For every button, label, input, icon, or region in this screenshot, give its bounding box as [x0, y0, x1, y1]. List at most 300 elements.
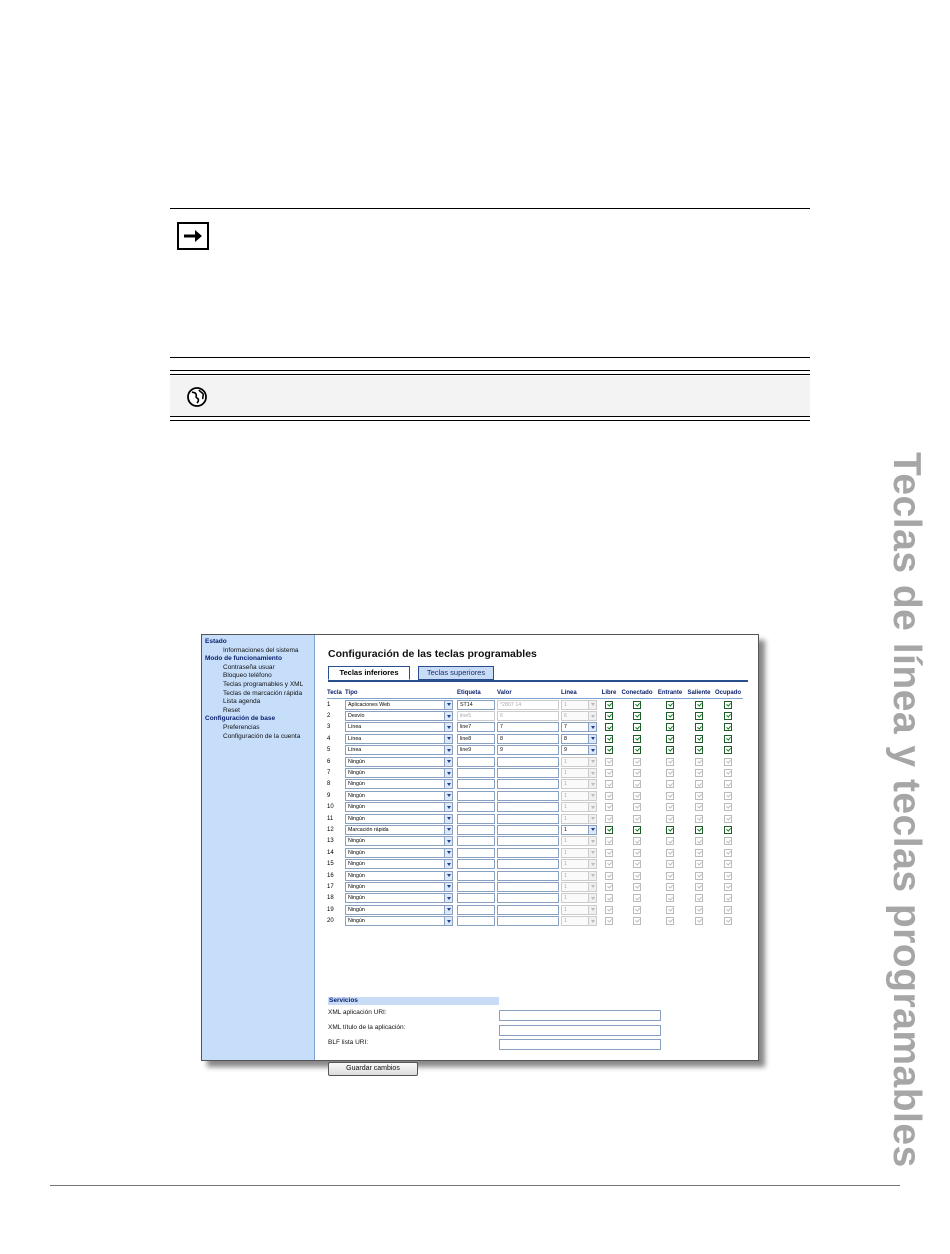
line-select-value: 9 — [564, 747, 567, 754]
sidebar-item[interactable]: Contraseña usuar — [223, 663, 275, 671]
state-checkbox-conectado[interactable] — [633, 883, 641, 891]
state-checkbox-conectado[interactable] — [633, 917, 641, 925]
state-checkbox-conectado[interactable] — [633, 906, 641, 914]
line-select[interactable] — [561, 836, 597, 846]
value-input[interactable] — [497, 848, 559, 858]
line-select-value: 1 — [564, 918, 567, 925]
state-checkbox-libre[interactable] — [605, 815, 613, 823]
type-select[interactable] — [345, 859, 453, 869]
line-select[interactable] — [561, 700, 597, 710]
softkey-row — [327, 858, 743, 869]
line-select[interactable] — [561, 905, 597, 915]
label-input[interactable] — [457, 757, 495, 767]
sidebar-item[interactable]: Teclas programables y XML — [223, 680, 304, 688]
value-input[interactable]: 7 — [497, 722, 559, 732]
softkey-row — [327, 824, 743, 835]
chevron-down-icon — [444, 769, 452, 777]
state-checkbox-entrante[interactable] — [666, 826, 674, 834]
value-input[interactable] — [497, 893, 559, 903]
softkey-row — [327, 813, 743, 824]
state-checkbox-conectado[interactable] — [633, 780, 641, 788]
tab-teclas-inferiores[interactable]: Teclas inferiores — [328, 666, 410, 680]
state-checkbox-libre[interactable] — [605, 803, 613, 811]
label-input[interactable] — [457, 802, 495, 812]
type-select-value: Ningún — [348, 906, 365, 913]
state-checkbox-saliente[interactable] — [695, 723, 703, 731]
state-checkbox-saliente[interactable] — [695, 803, 703, 811]
chevron-down-icon — [444, 792, 452, 800]
state-checkbox-entrante[interactable] — [666, 837, 674, 845]
state-checkbox-entrante[interactable] — [666, 758, 674, 766]
column-header: Ocupado — [713, 688, 743, 699]
column-header: Conectado — [619, 688, 655, 699]
state-checkbox-conectado[interactable] — [633, 872, 641, 880]
chevron-down-icon — [588, 803, 596, 811]
state-checkbox-conectado[interactable] — [633, 803, 641, 811]
type-select-value: Ningún — [348, 883, 365, 890]
save-changes-button[interactable]: Guardar cambios — [328, 1062, 418, 1076]
state-checkbox-libre[interactable] — [605, 735, 613, 743]
label-input[interactable]: line5 — [457, 711, 495, 721]
softkey-row — [327, 847, 743, 858]
chevron-down-icon — [444, 837, 452, 845]
type-select-value: Ningún — [348, 815, 365, 822]
state-checkbox-saliente[interactable] — [695, 746, 703, 754]
state-checkbox-conectado[interactable] — [633, 792, 641, 800]
softkey-row — [327, 733, 743, 744]
globe-top-rule-1 — [170, 370, 810, 371]
line-select[interactable] — [561, 916, 597, 926]
type-select[interactable] — [345, 802, 453, 812]
state-checkbox-ocupado[interactable] — [724, 826, 732, 834]
state-checkbox-conectado[interactable] — [633, 894, 641, 902]
softkey-row — [327, 710, 743, 721]
type-select[interactable] — [345, 768, 453, 778]
type-select[interactable] — [345, 711, 453, 721]
state-checkbox-saliente[interactable] — [695, 917, 703, 925]
line-select[interactable] — [561, 825, 597, 835]
column-header: Entrante — [655, 688, 685, 699]
sidebar-item[interactable]: Preferencias — [223, 723, 260, 731]
key-number: 7 — [327, 770, 331, 777]
chevron-down-icon — [588, 769, 596, 777]
type-select[interactable] — [345, 916, 453, 926]
globe-top-rule-2 — [170, 374, 810, 375]
type-select[interactable] — [345, 791, 453, 801]
chevron-down-icon — [588, 815, 596, 823]
web-ui-sidebar — [202, 635, 315, 1060]
line-select[interactable] — [561, 802, 597, 812]
state-checkbox-entrante[interactable] — [666, 872, 674, 880]
state-checkbox-entrante[interactable] — [666, 815, 674, 823]
state-checkbox-conectado[interactable] — [633, 758, 641, 766]
label-input[interactable]: line8 — [457, 734, 495, 744]
sidebar-section-title: Modo de funcionamiento — [205, 655, 282, 663]
state-checkbox-libre[interactable] — [605, 758, 613, 766]
tab-teclas-superiores[interactable]: Teclas superiores — [418, 666, 494, 680]
state-checkbox-entrante[interactable] — [666, 906, 674, 914]
line-select-value: 6 — [564, 713, 567, 720]
state-checkbox-ocupado[interactable] — [724, 917, 732, 925]
type-select-value: Ningún — [348, 781, 365, 788]
line-select[interactable] — [561, 791, 597, 801]
key-number: 18 — [327, 895, 334, 902]
state-checkbox-saliente[interactable] — [695, 883, 703, 891]
state-checkbox-libre[interactable] — [605, 712, 613, 720]
value-input[interactable] — [497, 825, 559, 835]
state-checkbox-entrante[interactable] — [666, 849, 674, 857]
label-input[interactable] — [457, 768, 495, 778]
line-select[interactable] — [561, 711, 597, 721]
line-select[interactable] — [561, 882, 597, 892]
xml-app-title-input[interactable] — [499, 1025, 661, 1036]
state-checkbox-ocupado[interactable] — [724, 792, 732, 800]
chevron-down-icon — [588, 758, 596, 766]
state-checkbox-ocupado[interactable] — [724, 894, 732, 902]
softkey-row — [327, 893, 743, 904]
state-checkbox-ocupado[interactable] — [724, 701, 732, 709]
state-checkbox-conectado[interactable] — [633, 860, 641, 868]
type-select[interactable] — [345, 882, 453, 892]
label-input[interactable]: ST14 — [457, 700, 495, 710]
type-select-value: Ningún — [348, 758, 365, 765]
line-select[interactable] — [561, 893, 597, 903]
chevron-down-icon — [444, 917, 452, 925]
type-select-value: Ningún — [348, 872, 365, 879]
softkey-row — [327, 790, 743, 801]
line-select-value: 1 — [564, 906, 567, 913]
line-select-value: 1 — [564, 781, 567, 788]
value-input[interactable] — [497, 859, 559, 869]
state-checkbox-libre[interactable] — [605, 792, 613, 800]
state-checkbox-ocupado[interactable] — [724, 712, 732, 720]
state-checkbox-saliente[interactable] — [695, 894, 703, 902]
chevron-down-icon — [588, 860, 596, 868]
state-checkbox-ocupado[interactable] — [724, 883, 732, 891]
state-checkbox-libre[interactable] — [605, 780, 613, 788]
globe-band — [170, 376, 810, 416]
line-select-value: 1 — [564, 826, 567, 833]
state-checkbox-entrante[interactable] — [666, 894, 674, 902]
state-checkbox-ocupado[interactable] — [724, 769, 732, 777]
state-checkbox-conectado[interactable] — [633, 837, 641, 845]
softkey-row — [327, 881, 743, 892]
type-select[interactable] — [345, 722, 453, 732]
key-number: 9 — [327, 792, 331, 799]
type-select[interactable] — [345, 734, 453, 744]
label-input[interactable]: line7 — [457, 722, 495, 732]
type-select-value: Ningún — [348, 792, 365, 799]
state-checkbox-libre[interactable] — [605, 860, 613, 868]
xml-app-uri-label: XML aplicación URI: — [328, 1009, 387, 1016]
state-checkbox-conectado[interactable] — [633, 769, 641, 777]
state-checkbox-saliente[interactable] — [695, 849, 703, 857]
key-number: 13 — [327, 838, 334, 845]
label-input[interactable] — [457, 893, 495, 903]
line-select-value: 7 — [564, 724, 567, 731]
line-select[interactable] — [561, 848, 597, 858]
sidebar-item[interactable]: Lista agenda — [223, 698, 261, 706]
type-select[interactable] — [345, 779, 453, 789]
state-checkbox-ocupado[interactable] — [724, 906, 732, 914]
softkey-row — [327, 699, 743, 711]
softkey-row — [327, 756, 743, 767]
chevron-down-icon — [444, 906, 452, 914]
line-select[interactable] — [561, 757, 597, 767]
state-checkbox-conectado[interactable] — [633, 712, 641, 720]
type-select[interactable] — [345, 757, 453, 767]
type-select[interactable] — [345, 814, 453, 824]
state-checkbox-saliente[interactable] — [695, 712, 703, 720]
line-select-value: 1 — [564, 895, 567, 902]
page-title: Configuración de las teclas programables — [328, 648, 537, 660]
chevron-down-icon — [588, 792, 596, 800]
state-checkbox-ocupado[interactable] — [724, 780, 732, 788]
state-checkbox-ocupado[interactable] — [724, 837, 732, 845]
state-checkbox-saliente[interactable] — [695, 701, 703, 709]
state-checkbox-saliente[interactable] — [695, 780, 703, 788]
type-select-value: Marcación rápida — [348, 826, 389, 833]
state-checkbox-conectado[interactable] — [633, 826, 641, 834]
value-input[interactable]: 9 — [497, 745, 559, 755]
label-input[interactable] — [457, 916, 495, 926]
state-checkbox-libre[interactable] — [605, 906, 613, 914]
label-input[interactable] — [457, 791, 495, 801]
column-header: Libre — [599, 688, 619, 699]
type-select-value: Ningún — [348, 918, 365, 925]
state-checkbox-conectado[interactable] — [633, 735, 641, 743]
state-checkbox-saliente[interactable] — [695, 872, 703, 880]
state-checkbox-libre[interactable] — [605, 894, 613, 902]
label-input[interactable] — [457, 825, 495, 835]
line-select[interactable] — [561, 859, 597, 869]
softkey-row — [327, 802, 743, 813]
chevron-down-icon — [588, 917, 596, 925]
state-checkbox-entrante[interactable] — [666, 860, 674, 868]
chevron-down-icon — [444, 701, 452, 709]
state-checkbox-libre[interactable] — [605, 917, 613, 925]
line-select[interactable] — [561, 745, 597, 755]
state-checkbox-libre[interactable] — [605, 837, 613, 845]
type-select-value: Ningún — [348, 861, 365, 868]
key-number: 15 — [327, 861, 334, 868]
line-select[interactable] — [561, 779, 597, 789]
value-input[interactable] — [497, 882, 559, 892]
type-select[interactable] — [345, 848, 453, 858]
state-checkbox-saliente[interactable] — [695, 769, 703, 777]
sidebar-item[interactable]: Informaciones del sistema — [223, 646, 299, 654]
column-header: Línea — [561, 688, 599, 699]
state-checkbox-libre[interactable] — [605, 769, 613, 777]
type-select[interactable] — [345, 905, 453, 915]
value-input[interactable] — [497, 905, 559, 915]
type-select[interactable] — [345, 871, 453, 881]
state-checkbox-conectado[interactable] — [633, 815, 641, 823]
type-select[interactable] — [345, 745, 453, 755]
state-checkbox-entrante[interactable] — [666, 883, 674, 891]
label-input[interactable] — [457, 871, 495, 881]
tab-underline — [328, 680, 748, 682]
line-select-value: 1 — [564, 883, 567, 890]
label-input[interactable]: line9 — [457, 745, 495, 755]
state-checkbox-conectado[interactable] — [633, 849, 641, 857]
chevron-down-icon — [588, 746, 596, 754]
sidebar-item[interactable]: Bloqueo teléfono — [223, 672, 272, 680]
chevron-down-icon — [588, 837, 596, 845]
type-select[interactable] — [345, 893, 453, 903]
type-select-value: Ningún — [348, 770, 365, 777]
value-input[interactable] — [497, 768, 559, 778]
state-checkbox-entrante[interactable] — [666, 701, 674, 709]
chevron-down-icon — [444, 860, 452, 868]
state-checkbox-libre[interactable] — [605, 723, 613, 731]
state-checkbox-ocupado[interactable] — [724, 815, 732, 823]
chevron-down-icon — [588, 735, 596, 743]
state-checkbox-libre[interactable] — [605, 872, 613, 880]
value-input[interactable]: 8 — [497, 734, 559, 744]
key-number: 2 — [327, 713, 331, 720]
sidebar-section-title: Estado — [205, 638, 227, 645]
chevron-down-icon — [588, 883, 596, 891]
state-checkbox-entrante[interactable] — [666, 780, 674, 788]
softkey-row — [327, 836, 743, 847]
type-select[interactable] — [345, 825, 453, 835]
state-checkbox-ocupado[interactable] — [724, 872, 732, 880]
state-checkbox-ocupado[interactable] — [724, 803, 732, 811]
softkey-row — [327, 870, 743, 881]
state-checkbox-entrante[interactable] — [666, 735, 674, 743]
state-checkbox-libre[interactable] — [605, 826, 613, 834]
value-input[interactable] — [497, 802, 559, 812]
sidebar-item[interactable]: Configuración de la cuenta — [223, 732, 301, 740]
state-checkbox-entrante[interactable] — [666, 746, 674, 754]
label-input[interactable] — [457, 905, 495, 915]
type-select-value: Línea — [348, 735, 362, 742]
type-select[interactable] — [345, 700, 453, 710]
state-checkbox-libre[interactable] — [605, 883, 613, 891]
state-checkbox-conectado[interactable] — [633, 723, 641, 731]
type-select-value: Aplicaciones Web — [348, 701, 391, 708]
sidebar-item[interactable]: Reset — [223, 706, 240, 714]
state-checkbox-ocupado[interactable] — [724, 758, 732, 766]
state-checkbox-entrante[interactable] — [666, 769, 674, 777]
line-select[interactable] — [561, 814, 597, 824]
state-checkbox-entrante[interactable] — [666, 712, 674, 720]
state-checkbox-libre[interactable] — [605, 849, 613, 857]
line-select[interactable] — [561, 871, 597, 881]
key-number: 17 — [327, 883, 334, 890]
state-checkbox-ocupado[interactable] — [724, 723, 732, 731]
type-select-value: Línea — [348, 724, 362, 731]
state-checkbox-saliente[interactable] — [695, 906, 703, 914]
chevron-down-icon — [588, 872, 596, 880]
label-input[interactable] — [457, 814, 495, 824]
chevron-down-icon — [444, 712, 452, 720]
value-input[interactable] — [497, 779, 559, 789]
line-select-value: 1 — [564, 815, 567, 822]
softkeys-table — [327, 688, 743, 927]
chevron-down-icon — [444, 815, 452, 823]
state-checkbox-libre[interactable] — [605, 701, 613, 709]
note-top-rule — [170, 208, 810, 209]
state-checkbox-ocupado[interactable] — [724, 849, 732, 857]
sidebar-item[interactable]: Teclas de marcación rápida — [223, 689, 303, 697]
chevron-down-icon — [444, 803, 452, 811]
state-checkbox-saliente[interactable] — [695, 815, 703, 823]
value-input[interactable] — [497, 916, 559, 926]
chevron-down-icon — [444, 735, 452, 743]
label-input[interactable] — [457, 836, 495, 846]
chevron-down-icon — [588, 701, 596, 709]
softkey-row — [327, 745, 743, 756]
chevron-down-icon — [588, 780, 596, 788]
key-number: 20 — [327, 918, 334, 925]
state-checkbox-saliente[interactable] — [695, 860, 703, 868]
chevron-down-icon — [444, 826, 452, 834]
value-input[interactable] — [497, 871, 559, 881]
state-checkbox-ocupado[interactable] — [724, 860, 732, 868]
label-input[interactable] — [457, 859, 495, 869]
footer-rule — [50, 1185, 900, 1186]
value-input[interactable] — [497, 757, 559, 767]
value-input[interactable]: 6 — [497, 711, 559, 721]
label-input[interactable] — [457, 848, 495, 858]
softkey-row — [327, 767, 743, 778]
state-checkbox-libre[interactable] — [605, 746, 613, 754]
line-select-value: 1 — [564, 838, 567, 845]
state-checkbox-saliente[interactable] — [695, 735, 703, 743]
type-select-value: Ningún — [348, 838, 365, 845]
label-input[interactable] — [457, 882, 495, 892]
state-checkbox-entrante[interactable] — [666, 803, 674, 811]
line-select-value: 1 — [564, 804, 567, 811]
chevron-down-icon — [588, 712, 596, 720]
value-input[interactable] — [497, 836, 559, 846]
column-header: Valor — [497, 688, 561, 699]
chevron-down-icon — [444, 849, 452, 857]
chapter-side-tab-text: Teclas de línea y teclas programables — [885, 452, 928, 1168]
state-checkbox-saliente[interactable] — [695, 837, 703, 845]
line-select[interactable] — [561, 768, 597, 778]
blf-list-uri-input[interactable] — [499, 1039, 661, 1050]
value-input[interactable] — [497, 814, 559, 824]
state-checkbox-entrante[interactable] — [666, 723, 674, 731]
line-select-value: 1 — [564, 770, 567, 777]
value-input[interactable] — [497, 791, 559, 801]
line-select-value: 1 — [564, 792, 567, 799]
state-checkbox-ocupado[interactable] — [724, 735, 732, 743]
state-checkbox-saliente[interactable] — [695, 826, 703, 834]
chevron-down-icon — [588, 906, 596, 914]
state-checkbox-conectado[interactable] — [633, 746, 641, 754]
state-checkbox-entrante[interactable] — [666, 917, 674, 925]
xml-app-uri-input[interactable] — [499, 1010, 661, 1021]
softkeys-config-screenshot — [201, 634, 759, 1072]
line-select[interactable] — [561, 734, 597, 744]
chevron-down-icon — [588, 894, 596, 902]
label-input[interactable] — [457, 779, 495, 789]
state-checkbox-saliente[interactable] — [695, 758, 703, 766]
line-select[interactable] — [561, 722, 597, 732]
state-checkbox-conectado[interactable] — [633, 701, 641, 709]
line-select-value: 1 — [564, 872, 567, 879]
state-checkbox-ocupado[interactable] — [724, 746, 732, 754]
type-select[interactable] — [345, 836, 453, 846]
state-checkbox-entrante[interactable] — [666, 792, 674, 800]
type-select-value: Línea — [348, 747, 362, 754]
state-checkbox-saliente[interactable] — [695, 792, 703, 800]
value-input[interactable]: *2807 14 — [497, 700, 559, 710]
